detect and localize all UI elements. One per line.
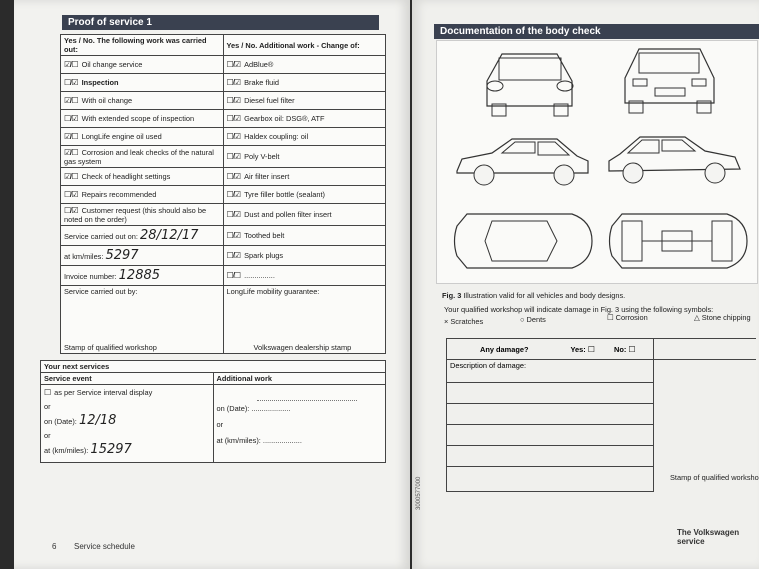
table-row: ☑/☐ With oil change ☐/☑ Diesel fuel filter (61, 92, 386, 110)
damage-description-label: Description of damage: (447, 360, 654, 383)
table-row: Service carried out by: Stamp of qualified workshop LongLife mobility guarantee: Volkswagen dealership stamp (61, 286, 386, 354)
stamp-workshop-label: Stamp of qualified worksho (670, 473, 759, 482)
table-row: Service carried out on: 28/12/17 ☐/☑ Toothed belt (61, 226, 386, 246)
col1-header: Yes / No. The following work was carried out: (61, 35, 224, 56)
table-row: at km/miles: 5297 ☐/☑ Spark plugs (61, 246, 386, 266)
damage-table: Any damage? Yes: ☐ No: ☐ Description of damage: (446, 338, 756, 492)
next-date-value[interactable]: 12/18 (78, 413, 117, 428)
table-row: ☑/☐ Check of headlight settings ☐/☑ Air filter insert (61, 168, 386, 186)
table-row: ☑/☐ Corrosion and leak checks of the natural gas system ☐/☑ Poly V-belt (61, 146, 386, 168)
table-row: ☐/☑ With extended scope of inspection ☐/☑ Gearbox oil: DSG®, ATF (61, 110, 386, 128)
table-row: ☐/☑ Inspection ☐/☑ Brake fluid (61, 74, 386, 92)
page-number: 6 (52, 542, 57, 551)
right-footer: The Volkswagen service (677, 528, 740, 546)
table-row: ☐/☑ Repairs recommended ☐/☑ Tyre filler bottle (sealant) (61, 186, 386, 204)
car-rear-view-icon (477, 46, 582, 121)
table-row: ☐/☑ Customer request (this should also be noted on the order) ☐/☑ Dust and pollen filter insert (61, 204, 386, 226)
car-diagram (436, 40, 758, 284)
invoice-value[interactable]: 12885 (118, 268, 161, 283)
car-side-left-icon (452, 131, 592, 191)
checkbox-yes-checked[interactable]: ☑/☐ (64, 60, 78, 69)
left-page (14, 0, 410, 569)
damage-no-checkbox[interactable]: ☐ (628, 344, 635, 354)
service-table (60, 34, 386, 354)
car-front-view-icon (617, 43, 722, 118)
table-row: Invoice number: 12885 ☐/☐ ............... (61, 266, 386, 286)
next-km-value[interactable]: 15297 (90, 442, 132, 457)
next-services-table: Your next services Service event Additional work ☐ as per Service interval display or on (Date): 12/18 or at (km/miles): 15297 on (Date): ................... or at (km/miles): ................... (40, 360, 386, 463)
side-code: 3000577000 (416, 476, 422, 510)
vw-stamp-label: Volkswagen dealership stamp (253, 343, 352, 352)
table-row: ☑/☐ Oil change service ☐/☑ AdBlue® (61, 56, 386, 74)
checkbox-no-checked[interactable]: ☐/☑ (226, 60, 241, 69)
footer-text: Service schedule (74, 542, 135, 551)
service-display-checkbox[interactable]: ☐ (44, 388, 51, 397)
stamp-label: Stamp of qualified workshop (64, 343, 157, 352)
proof-of-service-title: Proof of service 1 (62, 15, 379, 30)
car-top-view-icon (447, 206, 597, 276)
body-check-title: Documentation of the body check (434, 24, 759, 39)
service-date-value[interactable]: 28/12/17 (140, 228, 199, 243)
damage-yes-checkbox[interactable]: ☐ (587, 344, 594, 354)
car-underbody-icon (602, 206, 752, 276)
right-page: Documentation of the body check Fig. 3 Illustration valid for all vehicles and body designs. Your qualified workshop will indicate damage in Fig. 3 using the following symbols: × Scratches ○ Dents ☐ Corrosion △ Stone chipping Any damage? Yes: ☐ No: ☐ Description of damage: Stamp of qualified worksho 3000577000 The Volkswagen service (412, 0, 759, 569)
km-value[interactable]: 5297 (105, 248, 139, 263)
car-side-right-icon (605, 129, 745, 189)
instruction-text: Your qualified workshop will indicate damage in Fig. 3 using the following symbols: (444, 305, 714, 314)
col2-header: Yes / No. Additional work - Change of: (223, 35, 386, 56)
table-row: ☑/☐ LongLife engine oil used ☐/☑ Haldex coupling: oil (61, 128, 386, 146)
